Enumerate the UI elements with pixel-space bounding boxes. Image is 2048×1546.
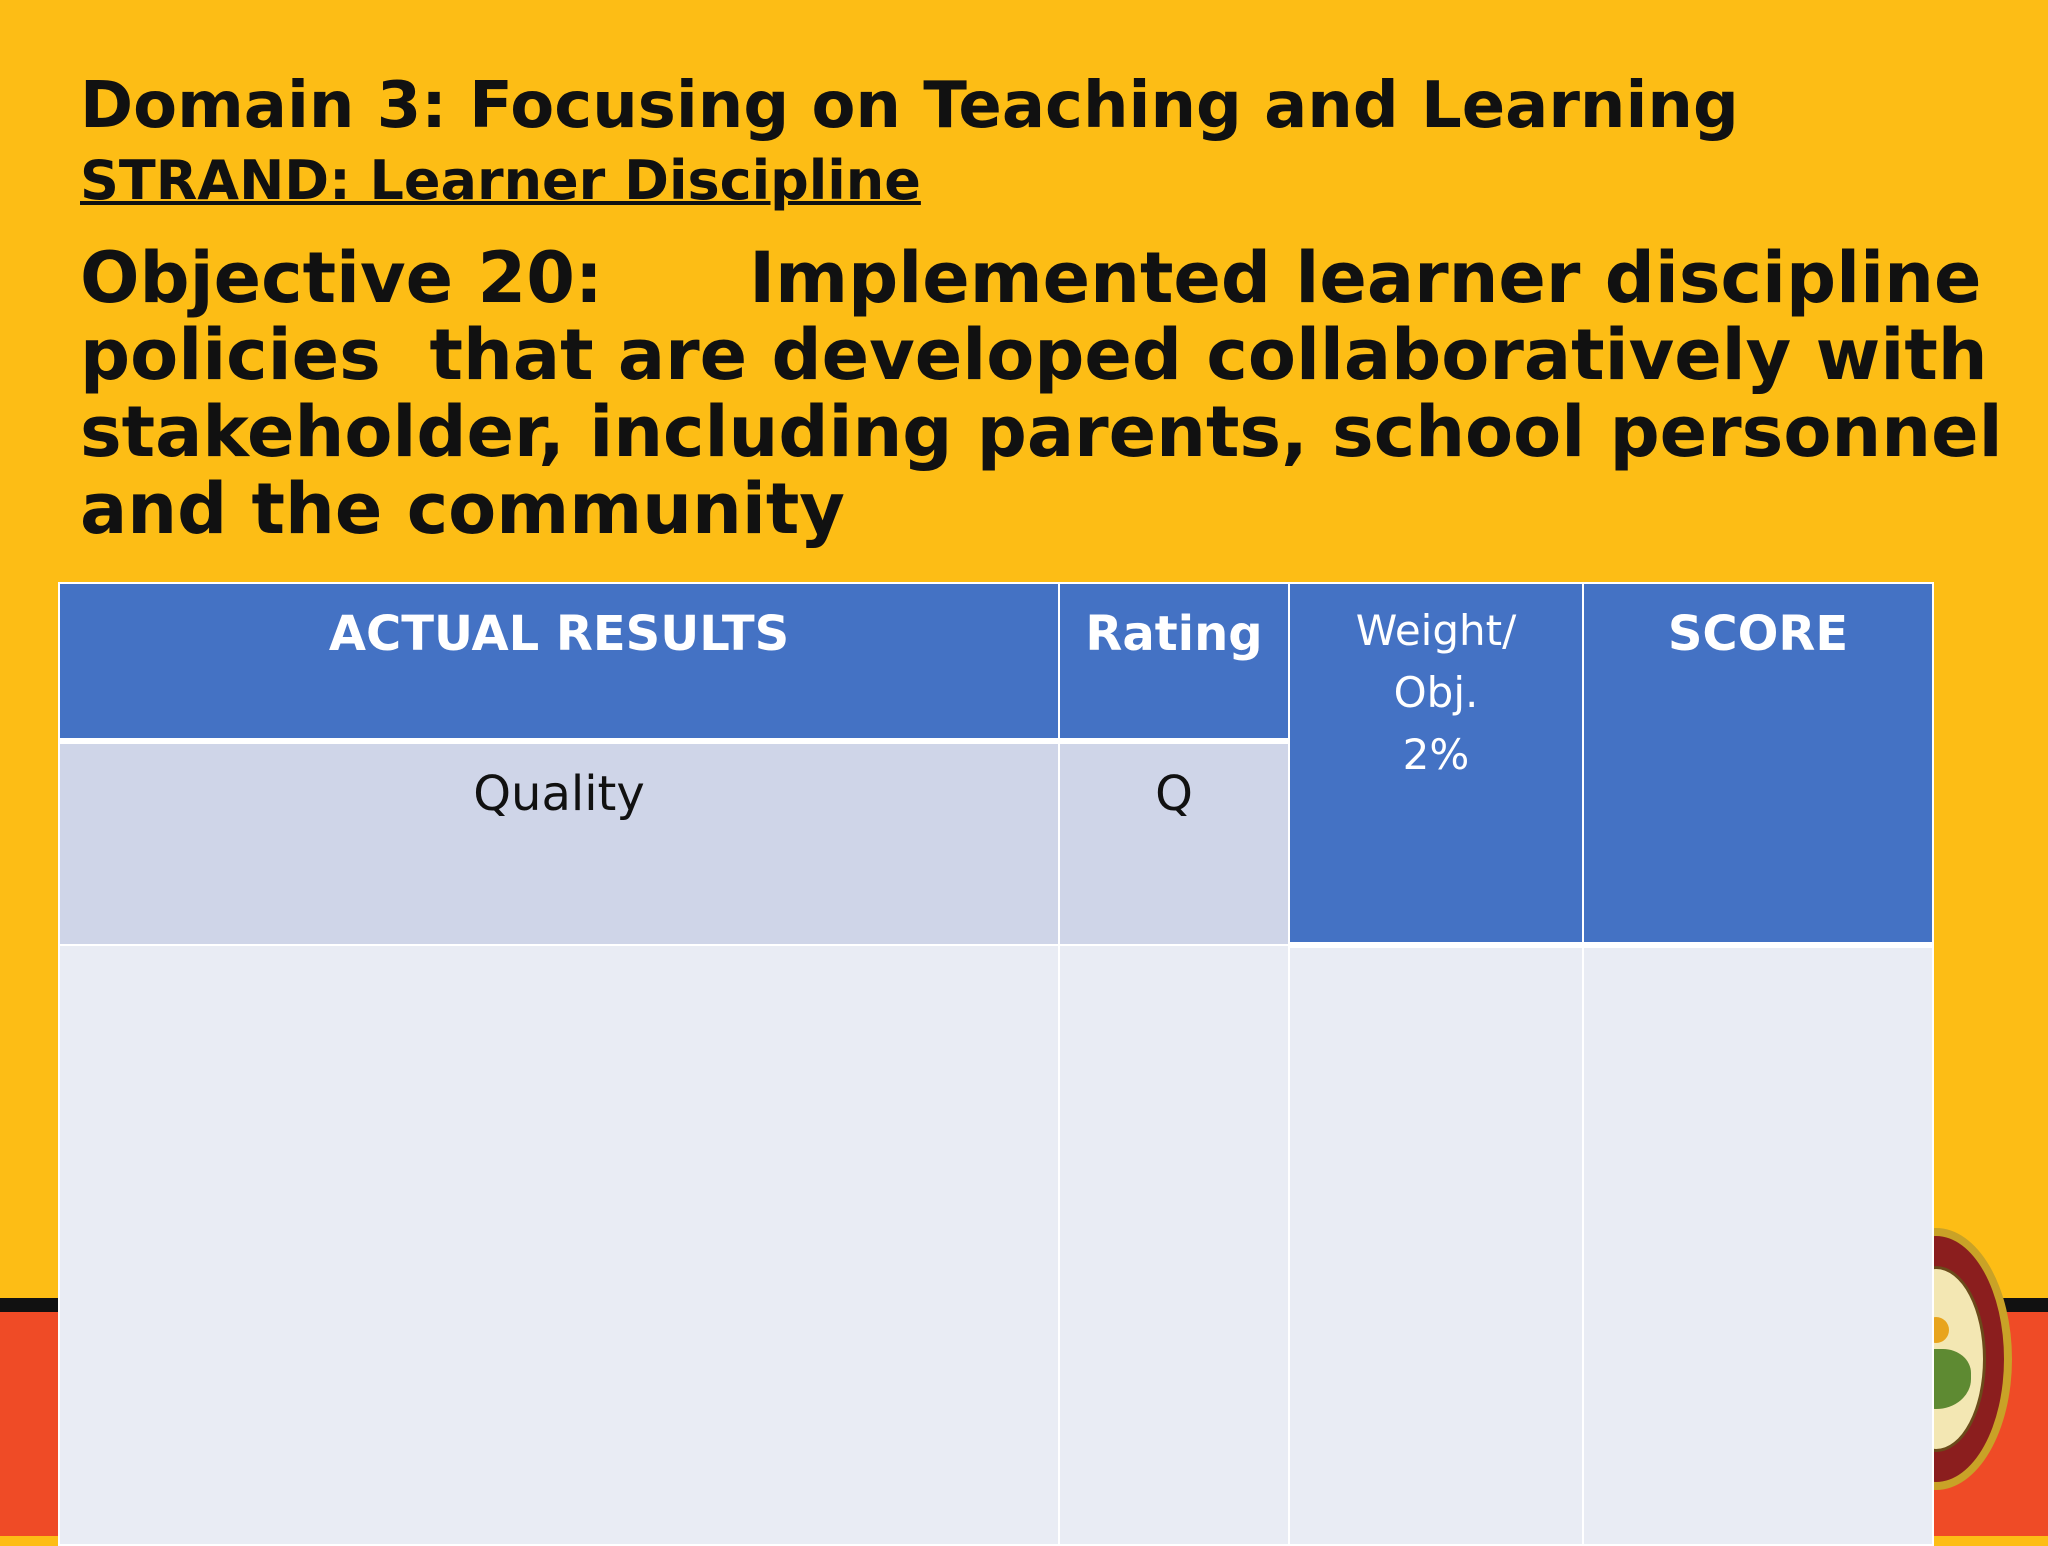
objective-line: Objective 20: Implemented learner discipline	[80, 237, 1982, 319]
actual-results-header: ACTUAL RESULTS	[59, 583, 1059, 741]
rating-cell[interactable]	[1059, 945, 1289, 1545]
objective-text	[80, 237, 2003, 550]
weight-header-line: Weight/	[1355, 606, 1517, 655]
actual-results-cell[interactable]	[59, 945, 1059, 1545]
table-header-row	[59, 583, 1933, 741]
score-cell[interactable]	[1583, 945, 1933, 1545]
slide-title: Domain 3: Focusing on Teaching and Learning	[80, 69, 1739, 143]
table-row	[59, 945, 1933, 1545]
weight-header-line: Obj.	[1393, 668, 1479, 717]
score-header: SCORE	[1583, 583, 1933, 945]
results-table	[58, 582, 1934, 1546]
strand-heading: STRAND: Learner Discipline	[80, 149, 921, 212]
objective-line: policies that are developed collaboratively with	[80, 314, 1988, 396]
quality-subheader: Quality	[59, 741, 1059, 945]
rating-header: Rating	[1059, 583, 1289, 741]
weight-cell[interactable]	[1289, 945, 1583, 1545]
weight-header-line: 2%	[1402, 730, 1470, 779]
objective-line: stakeholder, including parents, school personnel	[80, 391, 2003, 473]
q-subheader: Q	[1059, 741, 1289, 945]
weight-header	[1289, 583, 1583, 945]
objective-line: and the community	[80, 468, 845, 550]
